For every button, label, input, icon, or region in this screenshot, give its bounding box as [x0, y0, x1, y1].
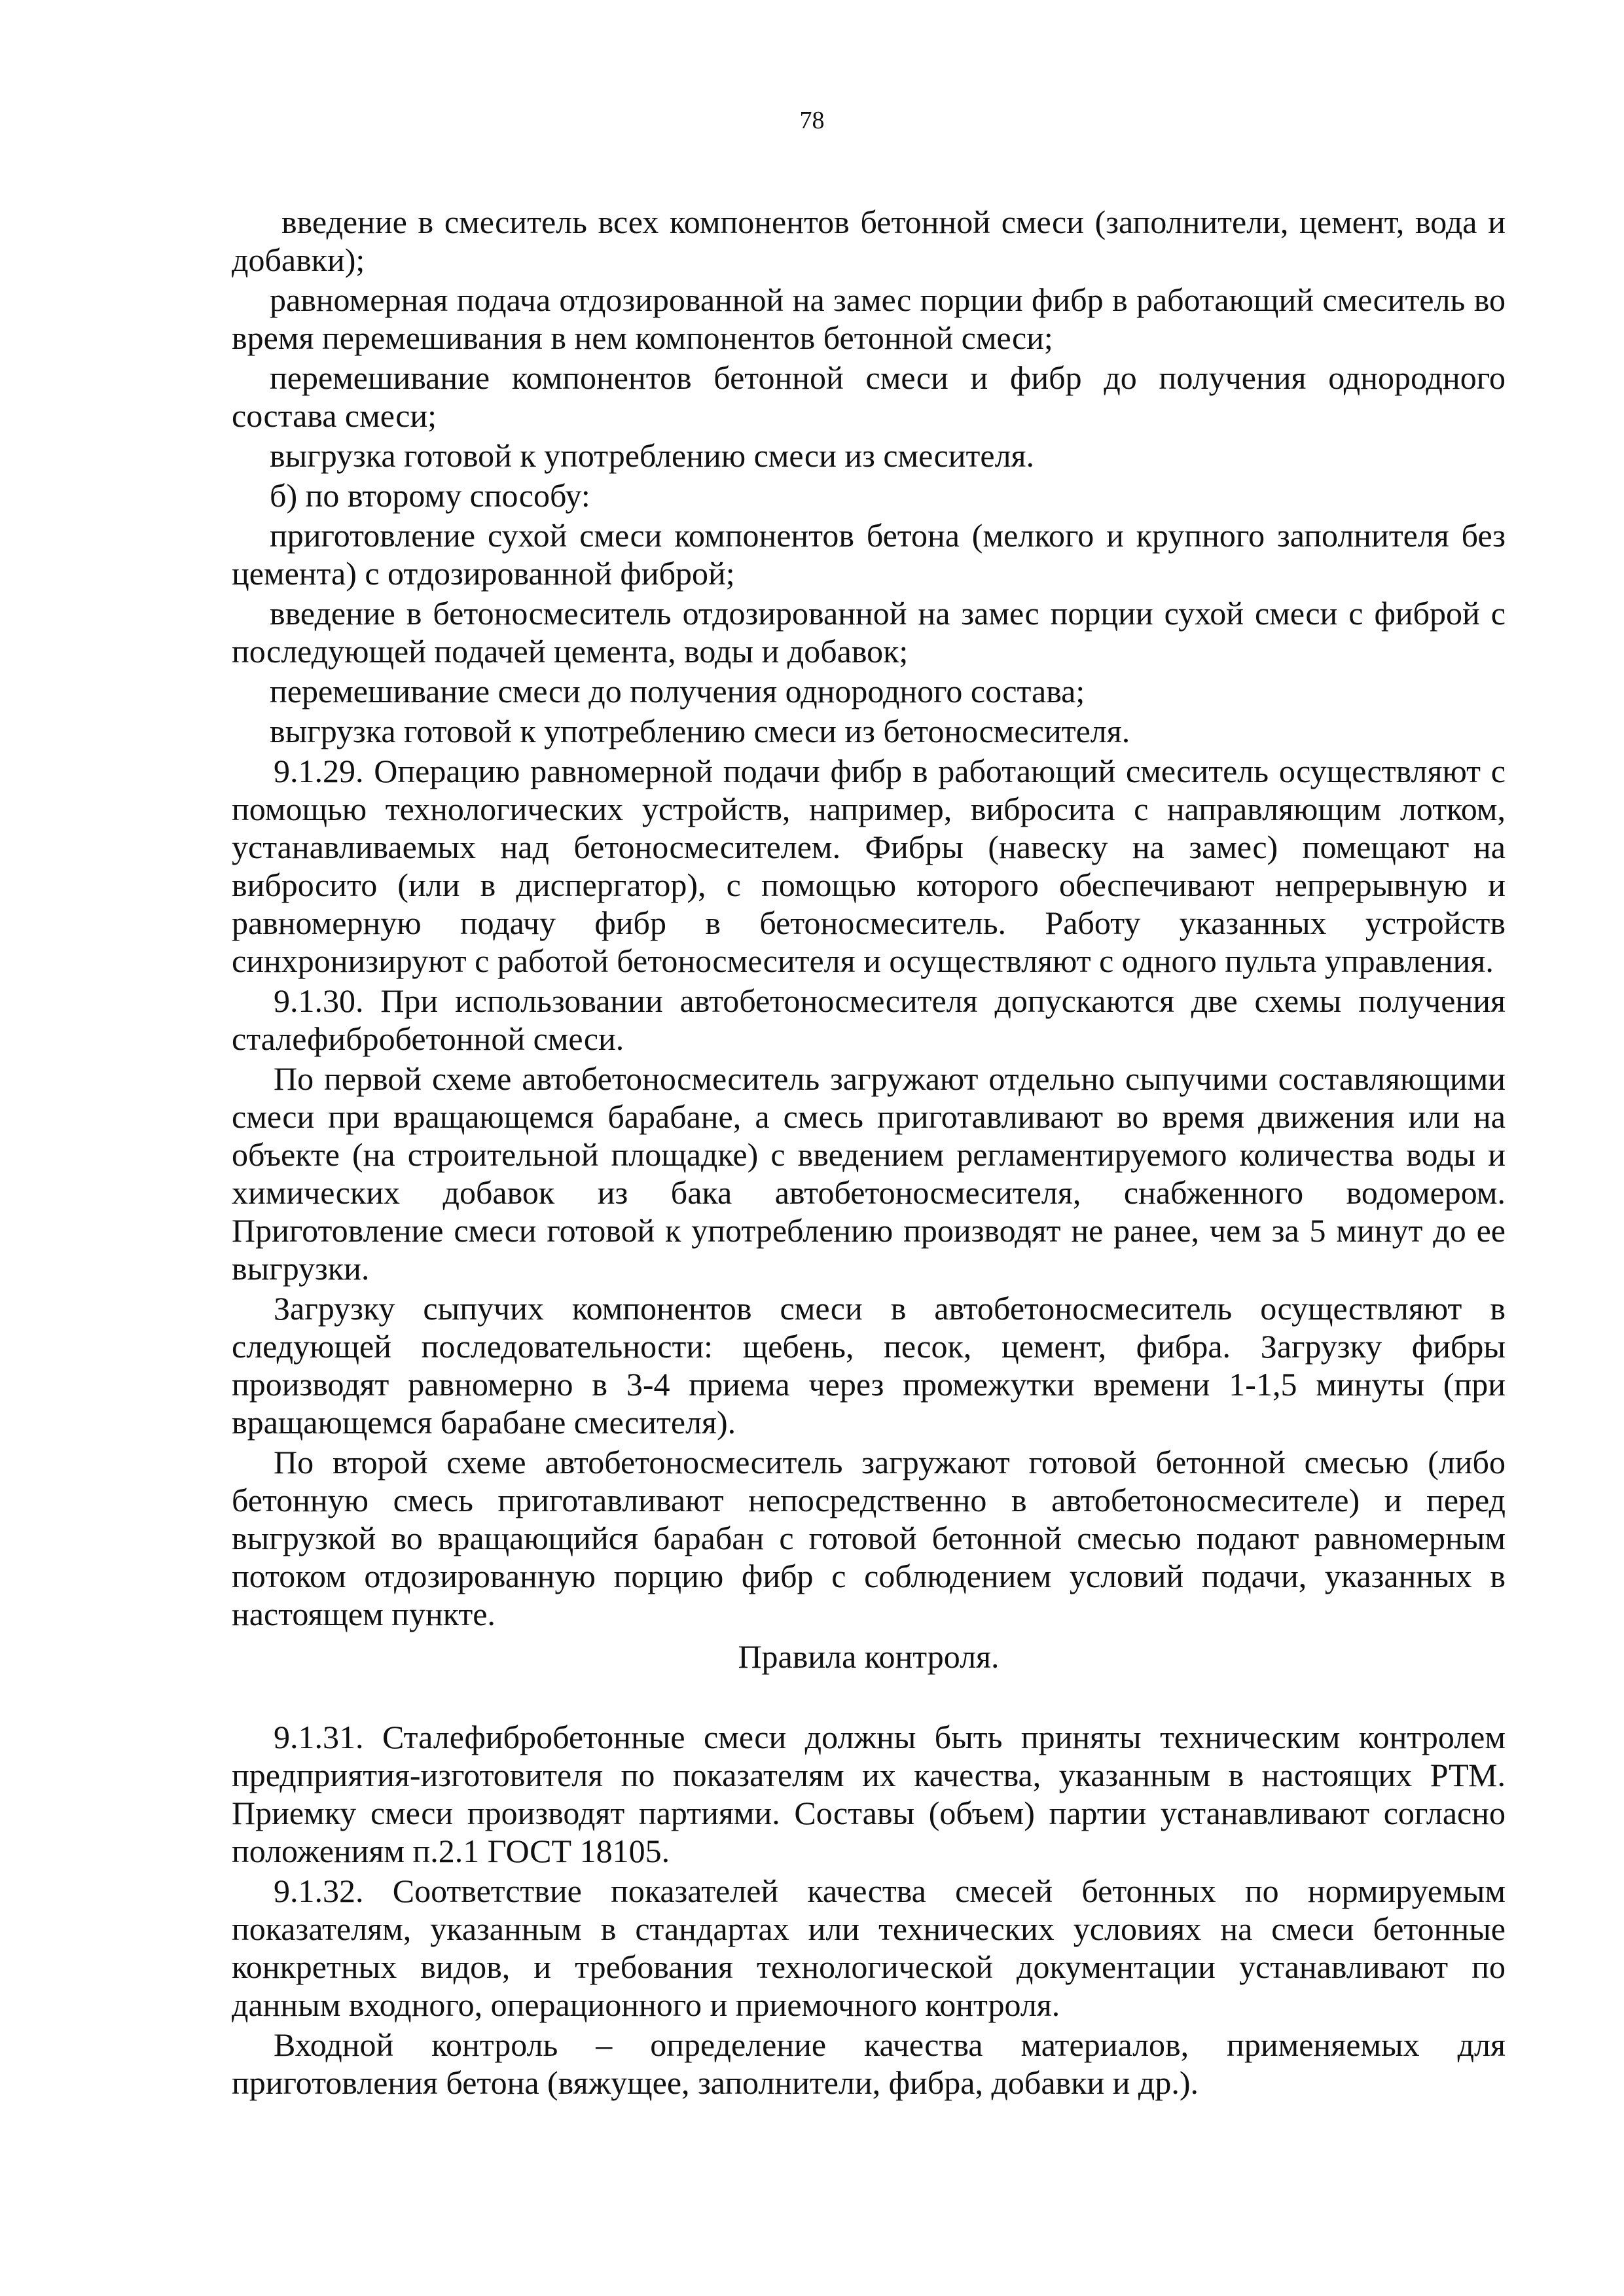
paragraph-unloading: выгрузка готовой к употреблению смеси из смесителя. [270, 437, 1035, 474]
paragraph-dry-mix-input: введение в бетоносмеситель отдозированной на замес порции сухой смеси с фиброй с последующей подачей цемента, воды и добавок; [232, 595, 1506, 670]
paragraph-mixing-second: перемешивание смеси до получения однородного состава; [270, 673, 1085, 709]
section-heading: Правила контроля. [738, 1638, 1000, 1675]
page-number: 78 [799, 107, 825, 134]
paragraph-unloading-second: выгрузка готовой к употреблению смеси из бетоносмесителя. [270, 713, 1130, 749]
paragraph-mixing: перемешивание компонентов бетонной смеси и фибр до получения однородного состава смеси; [232, 359, 1506, 434]
body-text-top [232, 203, 1506, 1635]
paragraph-input-control: Входной контроль – определение качества материалов, применяемых для приготовления бетона (вяжущее, заполнители, фибра, добавки и др.). [232, 2026, 1506, 2101]
paragraph-9-1-31: 9.1.31. Сталефибробетонные смеси должны быть приняты техническим контролем предприятия-изготовителя по показателям их качества, указанным в настоящих РТМ. Приемку смеси производят партиями. Составы (объем) партии устанавливают согласно положениям п.2.1 ГОСТ 18105. [232, 1719, 1506, 1869]
paragraph-dry-mix: приготовление сухой смеси компонентов бетона (мелкого и крупного заполнителя без цемента) с отдозированной фиброй; [232, 517, 1506, 592]
paragraph-9-1-30: 9.1.30. При использовании автобетоносмесителя допускаются две схемы получения сталефибробетонной смеси. [232, 982, 1506, 1057]
paragraph-9-1-32: 9.1.32. Соответствие показателей качества смесей бетонных по нормируемым показателям, указанным в стандартах или технических условиях на смеси бетонные конкретных видов, и требования технологической документации устанавливают по данным входного, операционного и приемочного контроля. [232, 1873, 1506, 2023]
paragraph-second-scheme: По второй схеме автобетоносмеситель загружают готовой бетонной смесью (либо бетонную смесь приготавливают непосредственно в автобетоносмесителе) и перед выгрузкой во вращающийся барабан с готовой бетонной смесью подают равномерным потоком отдозированную порцию фибр с соблюдением условий подачи, указанных в настоящем пункте. [232, 1444, 1506, 1632]
paragraph-second-method: б) по второму способу: [270, 477, 590, 514]
paragraph-loading-order: Загрузку сыпучих компонентов смеси в автобетоносмеситель осуществляют в следующей последовательности: щебень, песок, цемент, фибра. Загрузку фибры производят равномерно в 3-4 приема через промежутки времени 1-1,5 минуты (при вращающемся барабане смесителя). [232, 1290, 1506, 1441]
section-heading-block [232, 1638, 1506, 1676]
paragraph-mixer-components: введение в смеситель всех компонентов бетонной смеси (заполнители, цемент, вода и добавки); [232, 204, 1506, 278]
paragraph-fiber-feed: равномерная подача отдозированной на замес порции фибр в работающий смеситель во время перемешивания в нем компонентов бетонной смеси; [232, 281, 1506, 356]
paragraph-first-scheme: По первой схеме автобетоносмеситель загружают отдельно сыпучими составляющими смеси при вращающемся барабане, а смесь приготавливают во время движения или на объекте (на строительной площадке) с введением регламентируемого количества воды и химических добавок из бака автобетоносмесителя, снабженного водомером. Приготовление смеси готовой к употреблению производят не ранее, чем за 5 минут до ее выгрузки. [232, 1060, 1506, 1287]
body-text-bottom [232, 1718, 1506, 2104]
paragraph-9-1-29: 9.1.29. Операцию равномерной подачи фибр в работающий смеситель осуществляют с помощью технологических устройств, например, вибросита с направляющим лотком, устанавливаемых над бетоносмесителем. Фибры (навеску на замес) помещают на вибросито (или в диспергатор), с помощью которого обеспечивают непрерывную и равномерную подачу фибр в бетоносмеситель. Работу указанных устройств синхронизируют с работой бетоносмесителя и осуществляют с одного пульта управления. [232, 753, 1506, 979]
